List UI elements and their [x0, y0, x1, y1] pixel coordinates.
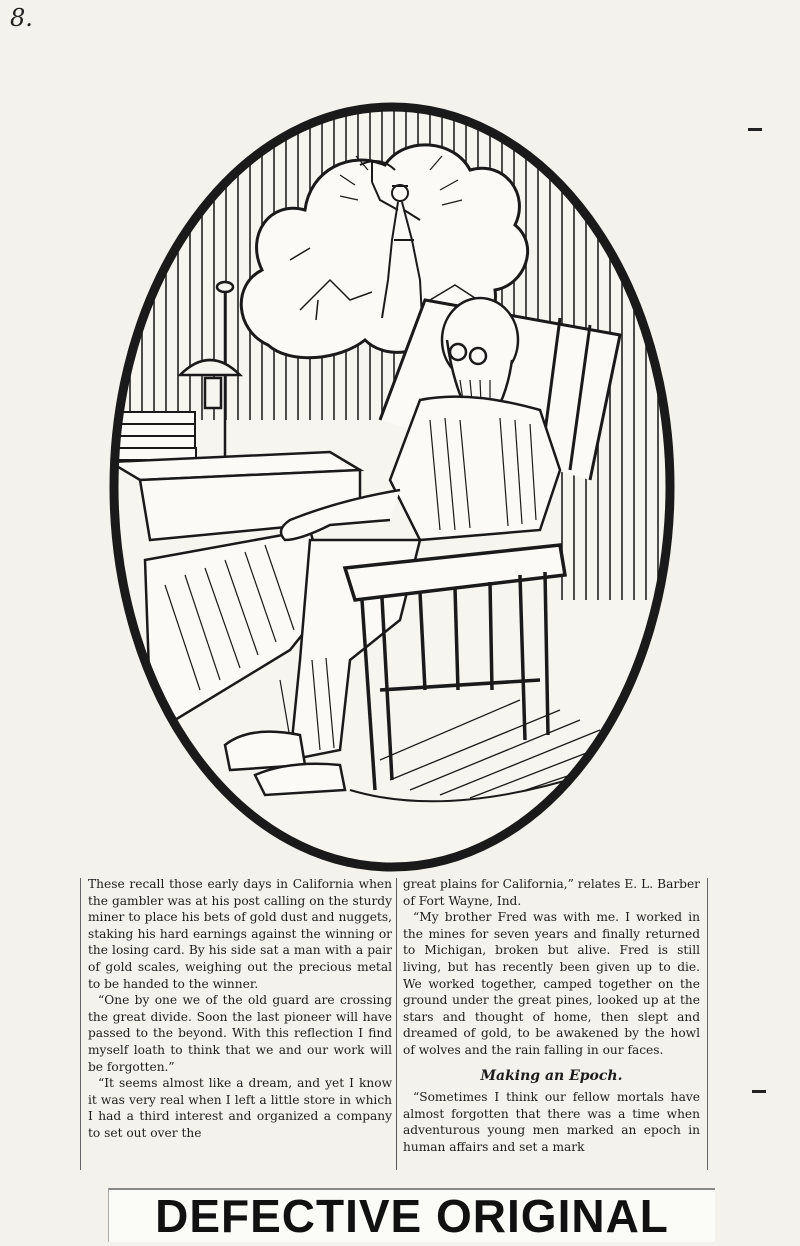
page-number: 8. — [10, 4, 33, 32]
article-paragraph: great plains for California,” relates E. L. Barber of Fort Wayne, Ind. — [403, 877, 700, 908]
illustration-interior — [100, 100, 700, 880]
article-paragraph: “Sometimes I think our fellow mortals have almost forgotten that there was a time when adventurous young men marked an epoch in human affairs and set a mark — [403, 1090, 700, 1154]
column-border-right — [707, 878, 708, 1170]
article-columns — [80, 876, 708, 1171]
column-border-left — [80, 878, 81, 1170]
article-paragraph: “One by one we of the old guard are crossing the great divide. Soon the last pioneer will have passed to the beyond. With this reflection I find myself loath to think that we and our work will be forgotten.” — [88, 993, 392, 1074]
article-paragraph: “It seems almost like a dream, and yet I know it was very real when I left a little store in which I had a third interest and organized a company to set out over the — [88, 1076, 392, 1140]
column-divider — [396, 878, 397, 1170]
edge-mark-bottom — [752, 1090, 766, 1093]
article-paragraph: These recall those early days in California when the gambler was at his post calling on the sturdy miner to place his bets of gold dust and nuggets, staking his hard earnings against the winning or the losing card. By his side sat a man with a pair of gold scales, weighing out the precious metal to be handed to the winner. — [88, 877, 392, 991]
article-subheading: Making an Epoch. — [480, 1067, 623, 1084]
article-left-column — [88, 876, 392, 1171]
article-paragraph: “My brother Fred was with me. I worked in the mines for seven years and finally returned to Michigan, broken but alive. Fred is still living, but has recently been given up to die. We worked together, camped together on the ground under the great pines, looked up at the stars and thought of home, then slept and dreamed of gold, to be awakened by the howl of wolves and the rain falling in our faces. — [403, 910, 700, 1057]
article-right-column — [403, 876, 700, 1171]
defective-original-stamp: DEFECTIVE ORIGINAL — [108, 1188, 715, 1242]
